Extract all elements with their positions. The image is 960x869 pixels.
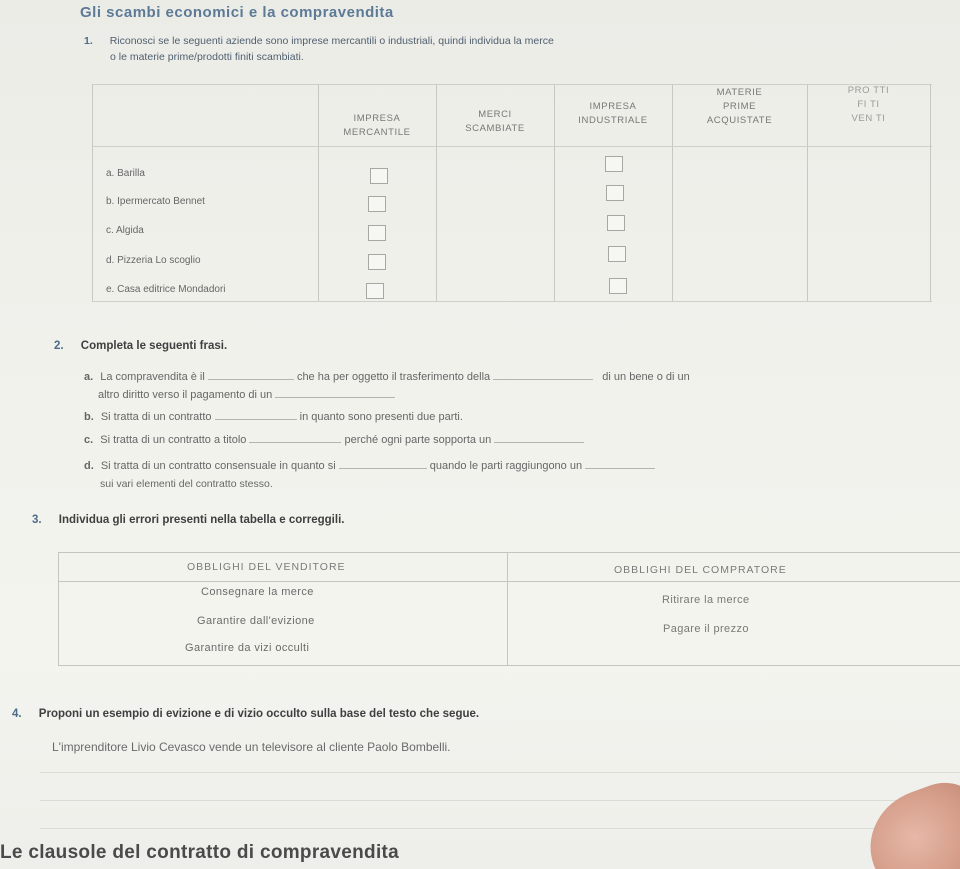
ex2-letter-c: c.: [84, 434, 94, 446]
ex2-d-part1: Si tratta di un contratto consensuale in quanto si: [100, 460, 336, 472]
checkbox-industriale-mondadori[interactable]: [609, 278, 627, 294]
company-row-algida: [106, 225, 144, 236]
company-name: Algida: [116, 225, 144, 236]
header-obblighi-venditore: OBBLIGHI DEL VENDITORE: [187, 561, 346, 573]
ex1-instruction-line2: o le materie prime/prodotti finiti scambiati.: [110, 51, 304, 63]
answer-line[interactable]: [40, 800, 960, 801]
ex4-text: L'imprenditore Livio Cevasco vende un televisore al cliente Paolo Bombelli.: [52, 740, 451, 754]
header-impresa-industriale: IMPRESA INDUSTRIALE: [578, 101, 648, 126]
ex4-number: 4.: [12, 708, 22, 720]
answer-line[interactable]: [40, 828, 960, 829]
checkbox-industriale-pizzeria[interactable]: [608, 246, 626, 262]
ex2-a-part1: La compravendita è il: [100, 371, 205, 383]
ex2-instruction: [54, 340, 227, 352]
checkbox-mercantile-barilla[interactable]: [370, 168, 388, 184]
table-border: [92, 84, 93, 302]
checkbox-mercantile-mondadori[interactable]: [366, 283, 384, 299]
blank-field[interactable]: [493, 379, 593, 380]
header-materie-prime: MATERIE PRIME ACQUISTATE: [706, 87, 773, 126]
seller-obligation: Garantire dall'evizione: [197, 615, 315, 627]
ex3-number: 3.: [32, 514, 42, 526]
ex2-d-part2: quando le parti raggiungono un: [429, 460, 583, 472]
header-prodotti-venduti: PRO TTI FI TI VEN TI: [847, 85, 890, 124]
row-letter: e.: [106, 284, 115, 295]
header-merci-scambiate: MERCI SCAMBIATE: [465, 109, 525, 134]
answer-line[interactable]: [40, 772, 960, 773]
bottom-section-title: Le clausole del contratto di compravendita: [0, 842, 400, 863]
ex2-sentence-a: [84, 371, 690, 383]
checkbox-industriale-barilla[interactable]: [605, 156, 623, 172]
company-name: Ipermercato Bennet: [117, 196, 205, 207]
ex2-a-part2: che ha per oggetto il trasferimento della: [296, 371, 491, 383]
ex2-d-part3: sui vari elementi del contratto stesso.: [100, 478, 273, 490]
ex1-number: 1.: [84, 35, 93, 47]
ex2-sentence-d: [84, 460, 655, 472]
table-border: [930, 84, 931, 302]
blank-field[interactable]: [339, 468, 427, 469]
table-border: [92, 84, 932, 85]
row-letter: c.: [106, 225, 114, 236]
ex2-c-part1: Si tratta di un contratto a titolo: [100, 434, 247, 446]
company-name: Barilla: [117, 168, 145, 179]
checkbox-mercantile-bennet[interactable]: [368, 196, 386, 212]
row-letter: d.: [106, 255, 115, 266]
ex4-instruction-text: Proponi un esempio di evizione e di vizio occulto sulla base del testo che segue.: [38, 708, 480, 720]
table-header-divider: [59, 581, 960, 582]
seller-obligation: Garantire da vizi occulti: [185, 642, 310, 654]
buyer-obligation: Pagare il prezzo: [663, 623, 749, 635]
ex2-b-part1: Si tratta di un contratto: [100, 411, 212, 423]
ex1-instruction-line1: Riconosci se le seguenti aziende sono imprese mercantili o industriali, quindi individua la merce: [109, 35, 554, 47]
blank-field[interactable]: [208, 379, 294, 380]
ex2-instruction-text: Completa le seguenti frasi.: [80, 340, 228, 352]
header-obblighi-compratore: OBBLIGHI DEL COMPRATORE: [614, 564, 787, 576]
checkbox-mercantile-algida[interactable]: [368, 225, 386, 241]
ex2-letter-b: b.: [84, 411, 94, 423]
row-letter: a.: [106, 168, 115, 179]
header-impresa-mercantile: IMPRESA MERCANTILE: [343, 113, 411, 138]
ex2-number: 2.: [54, 340, 64, 352]
section-title: Gli scambi economici e la compravendita: [80, 4, 394, 21]
blank-field[interactable]: [249, 442, 341, 443]
blank-field[interactable]: [585, 468, 655, 469]
ex1-table: [92, 84, 932, 302]
company-row-bennet: [106, 196, 205, 207]
checkbox-mercantile-pizzeria[interactable]: [368, 254, 386, 270]
company-row-pizzeria: [106, 255, 201, 266]
ex2-sentence-c: [84, 434, 584, 446]
ex2-a-part3: di un bene o di un: [602, 371, 690, 383]
ex3-instruction-text: Individua gli errori presenti nella tabella e correggili.: [58, 514, 345, 526]
seller-obligation: Consegnare la merce: [201, 586, 314, 598]
row-letter: b.: [106, 196, 115, 207]
checkbox-industriale-bennet[interactable]: [606, 185, 624, 201]
ex4-instruction: [12, 708, 479, 720]
company-row-barilla: [106, 168, 145, 179]
ex2-b-part2: in quanto sono presenti due parti.: [299, 411, 463, 423]
table-divider: [507, 553, 508, 665]
blank-field[interactable]: [275, 397, 395, 398]
company-row-mondadori: [106, 284, 226, 295]
company-name: Casa editrice Mondadori: [117, 284, 226, 295]
ex2-sentence-b: [84, 411, 463, 423]
checkbox-industriale-algida[interactable]: [607, 215, 625, 231]
finger-in-frame: [855, 772, 960, 869]
ex2-letter-d: d.: [84, 460, 94, 472]
table-header-divider: [92, 146, 932, 147]
blank-field[interactable]: [494, 442, 584, 443]
company-name: Pizzeria Lo scoglio: [117, 255, 201, 266]
ex2-a-part4: altro diritto verso il pagamento di un: [98, 389, 273, 401]
blank-field[interactable]: [215, 419, 297, 420]
ex3-table: [58, 552, 960, 666]
table-border: [92, 301, 932, 302]
ex3-instruction: [32, 514, 344, 526]
ex2-c-part2: perché ogni parte sopporta un: [344, 434, 492, 446]
ex1-instruction: [84, 35, 554, 47]
ex2-letter-a: a.: [84, 371, 94, 383]
buyer-obligation: Ritirare la merce: [662, 594, 750, 606]
ex2-sentence-a-cont: [98, 389, 395, 401]
